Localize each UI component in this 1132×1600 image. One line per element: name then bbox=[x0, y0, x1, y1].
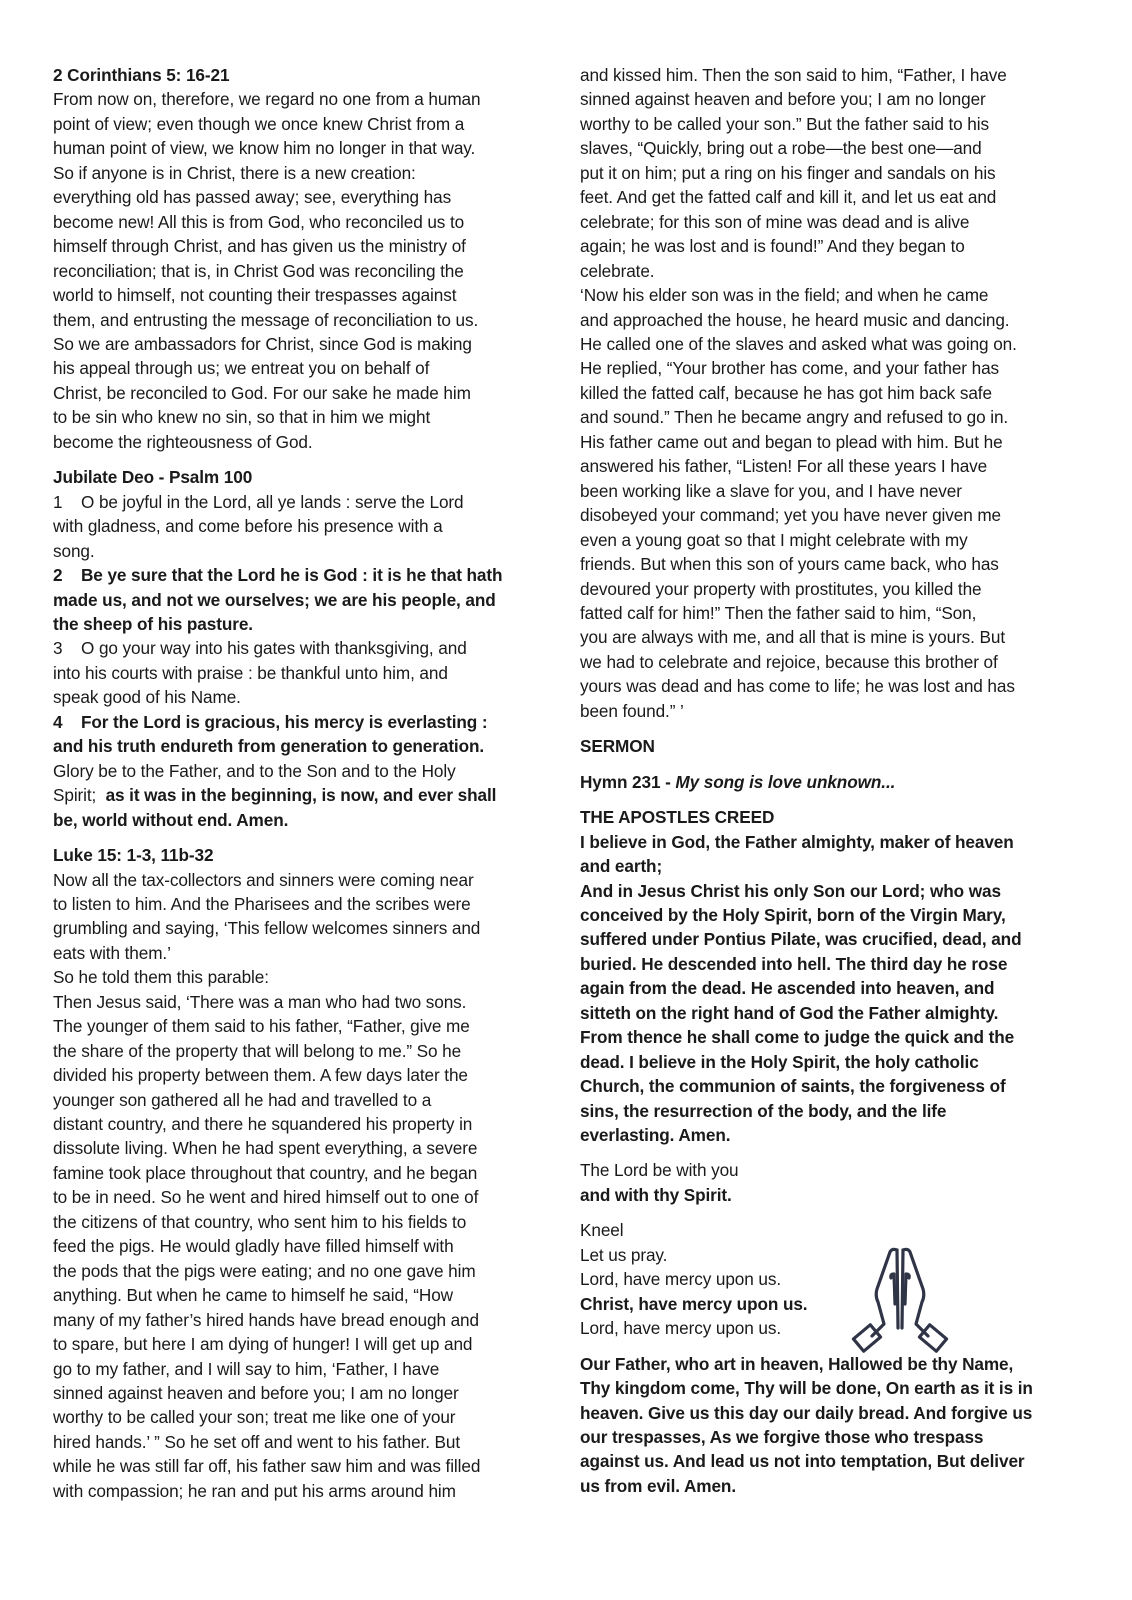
psalm-verse-3 bbox=[53, 636, 543, 709]
salutation bbox=[580, 1158, 1070, 1207]
prayer-line: our trespasses, As we forgive those who trespass bbox=[580, 1427, 984, 1448]
prayer-line: Our Father, who art in heaven, Hallowed be thy Name, bbox=[580, 1353, 1014, 1374]
creed-line: Church, the communion of saints, the forgiveness of bbox=[580, 1076, 1006, 1097]
text-line: disobeyed your command; yet you have never given me bbox=[580, 505, 1002, 526]
text-line: From now on, therefore, we regard no one from a human bbox=[53, 89, 481, 110]
text-line: to be sin who knew no sin, so that in him we might bbox=[53, 407, 431, 428]
text-line: answered his father, “Listen! For all these years I have bbox=[580, 456, 988, 477]
text-line: we had to celebrate and rejoice, because this brother of bbox=[580, 651, 998, 672]
creed-line: sitteth on the right hand of God the Father almighty. bbox=[580, 1002, 999, 1023]
creed-heading: THE APOSTLES CREED bbox=[580, 807, 775, 828]
text-line: reconciliation; that is, in Christ God was reconciling the bbox=[53, 260, 464, 281]
gloria-text: Glory be to the Father, and to the Son and to the Holy bbox=[53, 760, 456, 781]
text-line: feet. And get the fatted calf and kill it, and let us eat and bbox=[580, 187, 997, 208]
verse-text: speak good of his Name. bbox=[53, 687, 241, 708]
corinthians-text bbox=[53, 87, 543, 454]
text-line: to be in need. So he went and hired himself out to one of bbox=[53, 1187, 479, 1208]
creed-line: I believe in God, the Father almighty, maker of heaven bbox=[580, 831, 1014, 852]
text-line: divided his property between them. A few days later the bbox=[53, 1065, 468, 1086]
creed-text bbox=[580, 830, 1070, 1148]
psalm-100 bbox=[53, 465, 543, 832]
text-line: world to himself, not counting their trespasses against bbox=[53, 285, 457, 306]
gloria-text: Spirit; bbox=[53, 785, 106, 806]
prayer-line: us from evil. Amen. bbox=[580, 1475, 737, 1496]
creed-line: and earth; bbox=[580, 856, 663, 877]
text-line: grumbling and saying, ‘This fellow welcomes sinners and bbox=[53, 918, 481, 939]
text-line: his appeal through us; we entreat you on behalf of bbox=[53, 358, 430, 379]
verse-text: and his truth endureth from generation to generation. bbox=[53, 736, 485, 757]
text-line: become new! All this is from God, who reconciled us to bbox=[53, 211, 465, 232]
text-line: and sound.” Then he became angry and refused to go in. bbox=[580, 407, 1009, 428]
text-line: become the righteousness of God. bbox=[53, 431, 313, 452]
left-column bbox=[53, 63, 543, 1503]
lords-prayer bbox=[580, 1352, 1070, 1499]
text-line: sinned against heaven and before you; I am no longer bbox=[580, 89, 986, 110]
salutation-response: and with thy Spirit. bbox=[580, 1184, 732, 1205]
hymn-label: Hymn 231 - bbox=[580, 771, 676, 792]
creed-line: everlasting. Amen. bbox=[580, 1125, 731, 1146]
text-line: with compassion; he ran and put his arms around him bbox=[53, 1480, 456, 1501]
verse-text: O be joyful in the Lord, all ye lands : serve the Lord bbox=[81, 491, 464, 512]
creed-line: dead. I believe in the Holy Spirit, the holy catholic bbox=[580, 1051, 979, 1072]
text-line: while he was still far off, his father saw him and was filled bbox=[53, 1456, 481, 1477]
text-line: Christ, be reconciled to God. For our sake he made him bbox=[53, 382, 471, 403]
text-line: distant country, and there he squandered his property in bbox=[53, 1114, 473, 1135]
text-line: yours was dead and has come to life; he was lost and has bbox=[580, 676, 1015, 697]
prayer-line: against us. And lead us not into temptation, But deliver bbox=[580, 1451, 1025, 1472]
text-line: been found.” ’ bbox=[580, 700, 684, 721]
text-line: and approached the house, he heard music and dancing. bbox=[580, 309, 1010, 330]
salutation-priest: The Lord be with you bbox=[580, 1160, 739, 1181]
creed-line: From thence he shall come to judge the quick and the bbox=[580, 1027, 1015, 1048]
right-column bbox=[580, 63, 1070, 1498]
psalm-heading: Jubilate Deo - Psalm 100 bbox=[53, 467, 253, 488]
text-line: himself through Christ, and has given us the ministry of bbox=[53, 236, 466, 257]
text-line: put it on him; put a ring on his finger and sandals on his bbox=[580, 162, 996, 183]
text-line: even a young goat so that I might celebrate with my bbox=[580, 529, 968, 550]
text-line: So if anyone is in Christ, there is a new creation: bbox=[53, 162, 416, 183]
apostles-creed bbox=[580, 805, 1070, 1147]
text-line: celebrate; for this son of mine was dead and is alive bbox=[580, 211, 970, 232]
hymn bbox=[580, 770, 1070, 794]
verse-text: For the Lord is gracious, his mercy is everlasting : bbox=[81, 711, 488, 732]
text-line: feed the pigs. He would gladly have filled himself with bbox=[53, 1236, 454, 1257]
prayers bbox=[580, 1218, 1070, 1340]
text-line: you are always with me, and all that is mine is yours. But bbox=[580, 627, 1006, 648]
text-line: to listen to him. And the Pharisees and the scribes were bbox=[53, 893, 471, 914]
psalm-verse-4 bbox=[53, 710, 543, 759]
creed-line: again from the dead. He ascended into heaven, and bbox=[580, 978, 995, 999]
sermon-heading: SERMON bbox=[580, 736, 655, 757]
gloria-response: as it was in the beginning, is now, and ever shall bbox=[105, 785, 497, 806]
text-line: younger son gathered all he had and travelled to a bbox=[53, 1089, 432, 1110]
text-line: them, and entrusting the message of reconciliation to us. bbox=[53, 309, 479, 330]
text-line: The younger of them said to his father, “Father, give me bbox=[53, 1016, 470, 1037]
verse-text: made us, and not we ourselves; we are his people, and bbox=[53, 589, 496, 610]
text-line: So he told them this parable: bbox=[53, 967, 269, 988]
text-line: everything old has passed away; see, everything has bbox=[53, 187, 452, 208]
gloria bbox=[53, 759, 543, 832]
gloria-response: be, world without end. Amen. bbox=[53, 809, 289, 830]
prayer-line: heaven. Give us this day our daily bread. And forgive us bbox=[580, 1402, 1033, 1423]
kyrie-1: Lord, have mercy upon us. bbox=[580, 1269, 781, 1290]
psalm-verse-2 bbox=[53, 563, 543, 636]
text-line: worthy to be called your son.” But the father said to his bbox=[580, 113, 989, 134]
creed-line: conceived by the Holy Spirit, born of the Virgin Mary, bbox=[580, 904, 1006, 925]
verse-text: the sheep of his pasture. bbox=[53, 613, 253, 634]
luke-text bbox=[53, 868, 543, 1504]
text-line: to spare, but here I am dying of hunger! I will get up and bbox=[53, 1334, 473, 1355]
verse-number: 3 bbox=[53, 638, 63, 659]
kneel-instruction: Kneel bbox=[580, 1220, 624, 1241]
text-line: point of view; even though we once knew Christ from a bbox=[53, 113, 465, 134]
psalm-verse-1 bbox=[53, 490, 543, 563]
text-line: many of my father’s hired hands have bread enough and bbox=[53, 1309, 479, 1330]
text-line: killed the fatted calf, because he has got him back safe bbox=[580, 382, 992, 403]
luke-heading: Luke 15: 1-3, 11b-32 bbox=[53, 845, 214, 866]
text-line: the pods that the pigs were eating; and no one gave him bbox=[53, 1260, 476, 1281]
verse-number: 4 bbox=[53, 711, 63, 732]
text-line: the citizens of that country, who sent him to his fields to bbox=[53, 1211, 467, 1232]
text-line: He replied, “Your brother has come, and your father has bbox=[580, 358, 1000, 379]
text-line: dissolute living. When he had spent everything, a severe bbox=[53, 1138, 478, 1159]
text-line: human point of view, we know him no longer in that way. bbox=[53, 138, 476, 159]
text-line: Then Jesus said, ‘There was a man who had two sons. bbox=[53, 991, 467, 1012]
text-line: anything. But when he came to himself he said, “How bbox=[53, 1285, 453, 1306]
verse-text: with gladness, and come before his presence with a bbox=[53, 516, 443, 537]
verse-number: 1 bbox=[53, 491, 63, 512]
text-line: been working like a slave for you, and I have never bbox=[580, 480, 962, 501]
verse-text: song. bbox=[53, 540, 95, 561]
creed-line: And in Jesus Christ his only Son our Lord; who was bbox=[580, 880, 1001, 901]
luke-text-continued bbox=[580, 63, 1070, 723]
creed-line: buried. He descended into hell. The third day he rose bbox=[580, 953, 1008, 974]
text-line: celebrate. bbox=[580, 260, 655, 281]
let-us-pray: Let us pray. bbox=[580, 1244, 668, 1265]
creed-line: suffered under Pontius Pilate, was crucified, dead, and bbox=[580, 929, 1022, 950]
text-line: slaves, “Quickly, bring out a robe—the best one—and bbox=[580, 138, 982, 159]
hymn-title: My song is love unknown... bbox=[675, 771, 896, 792]
text-line: again; he was lost and is found!” And they began to bbox=[580, 236, 965, 257]
text-line: ‘Now his elder son was in the field; and when he came bbox=[580, 285, 989, 306]
text-line: fatted calf for him!” Then the father said to him, “Son, bbox=[580, 602, 977, 623]
text-line: eats with them.’ bbox=[53, 942, 171, 963]
christe: Christ, have mercy upon us. bbox=[580, 1293, 808, 1314]
text-line: friends. But when this son of yours came back, who has bbox=[580, 554, 999, 575]
verse-text: Be ye sure that the Lord he is God : it is he that hath bbox=[81, 565, 503, 586]
kyrie-2: Lord, have mercy upon us. bbox=[580, 1318, 781, 1339]
verse-text: O go your way into his gates with thanksgiving, and bbox=[81, 638, 467, 659]
prayer-line: Thy kingdom come, Thy will be done, On earth as it is in bbox=[580, 1378, 1033, 1399]
text-line: go to my father, and I will say to him, ‘Father, I have bbox=[53, 1358, 440, 1379]
text-line: So we are ambassadors for Christ, since God is making bbox=[53, 333, 472, 354]
text-line: sinned against heaven and before you; I am no longer bbox=[53, 1383, 459, 1404]
text-line: devoured your property with prostitutes, you killed the bbox=[580, 578, 982, 599]
verse-text: into his courts with praise : be thankful unto him, and bbox=[53, 662, 448, 683]
text-line: famine took place throughout that country, and he began bbox=[53, 1162, 478, 1183]
text-line: the share of the property that will belong to me.” So he bbox=[53, 1040, 462, 1061]
verse-number: 2 bbox=[53, 565, 63, 586]
creed-line: sins, the resurrection of the body, and the life bbox=[580, 1100, 947, 1121]
praying-hands-icon bbox=[850, 1244, 950, 1354]
text-line: His father came out and began to plead with him. But he bbox=[580, 431, 1003, 452]
text-line: Now all the tax-collectors and sinners were coming near bbox=[53, 869, 474, 890]
luke-reading bbox=[53, 843, 543, 1503]
text-line: and kissed him. Then the son said to him, “Father, I have bbox=[580, 65, 1007, 85]
text-line: worthy to be called your son; treat me like one of your bbox=[53, 1407, 456, 1428]
corinthians-heading: 2 Corinthians 5: 16-21 bbox=[53, 65, 230, 85]
text-line: hired hands.’ ” So he set off and went to his father. But bbox=[53, 1431, 461, 1452]
text-line: He called one of the slaves and asked what was going on. bbox=[580, 333, 1017, 354]
corinthians-reading bbox=[53, 63, 543, 454]
